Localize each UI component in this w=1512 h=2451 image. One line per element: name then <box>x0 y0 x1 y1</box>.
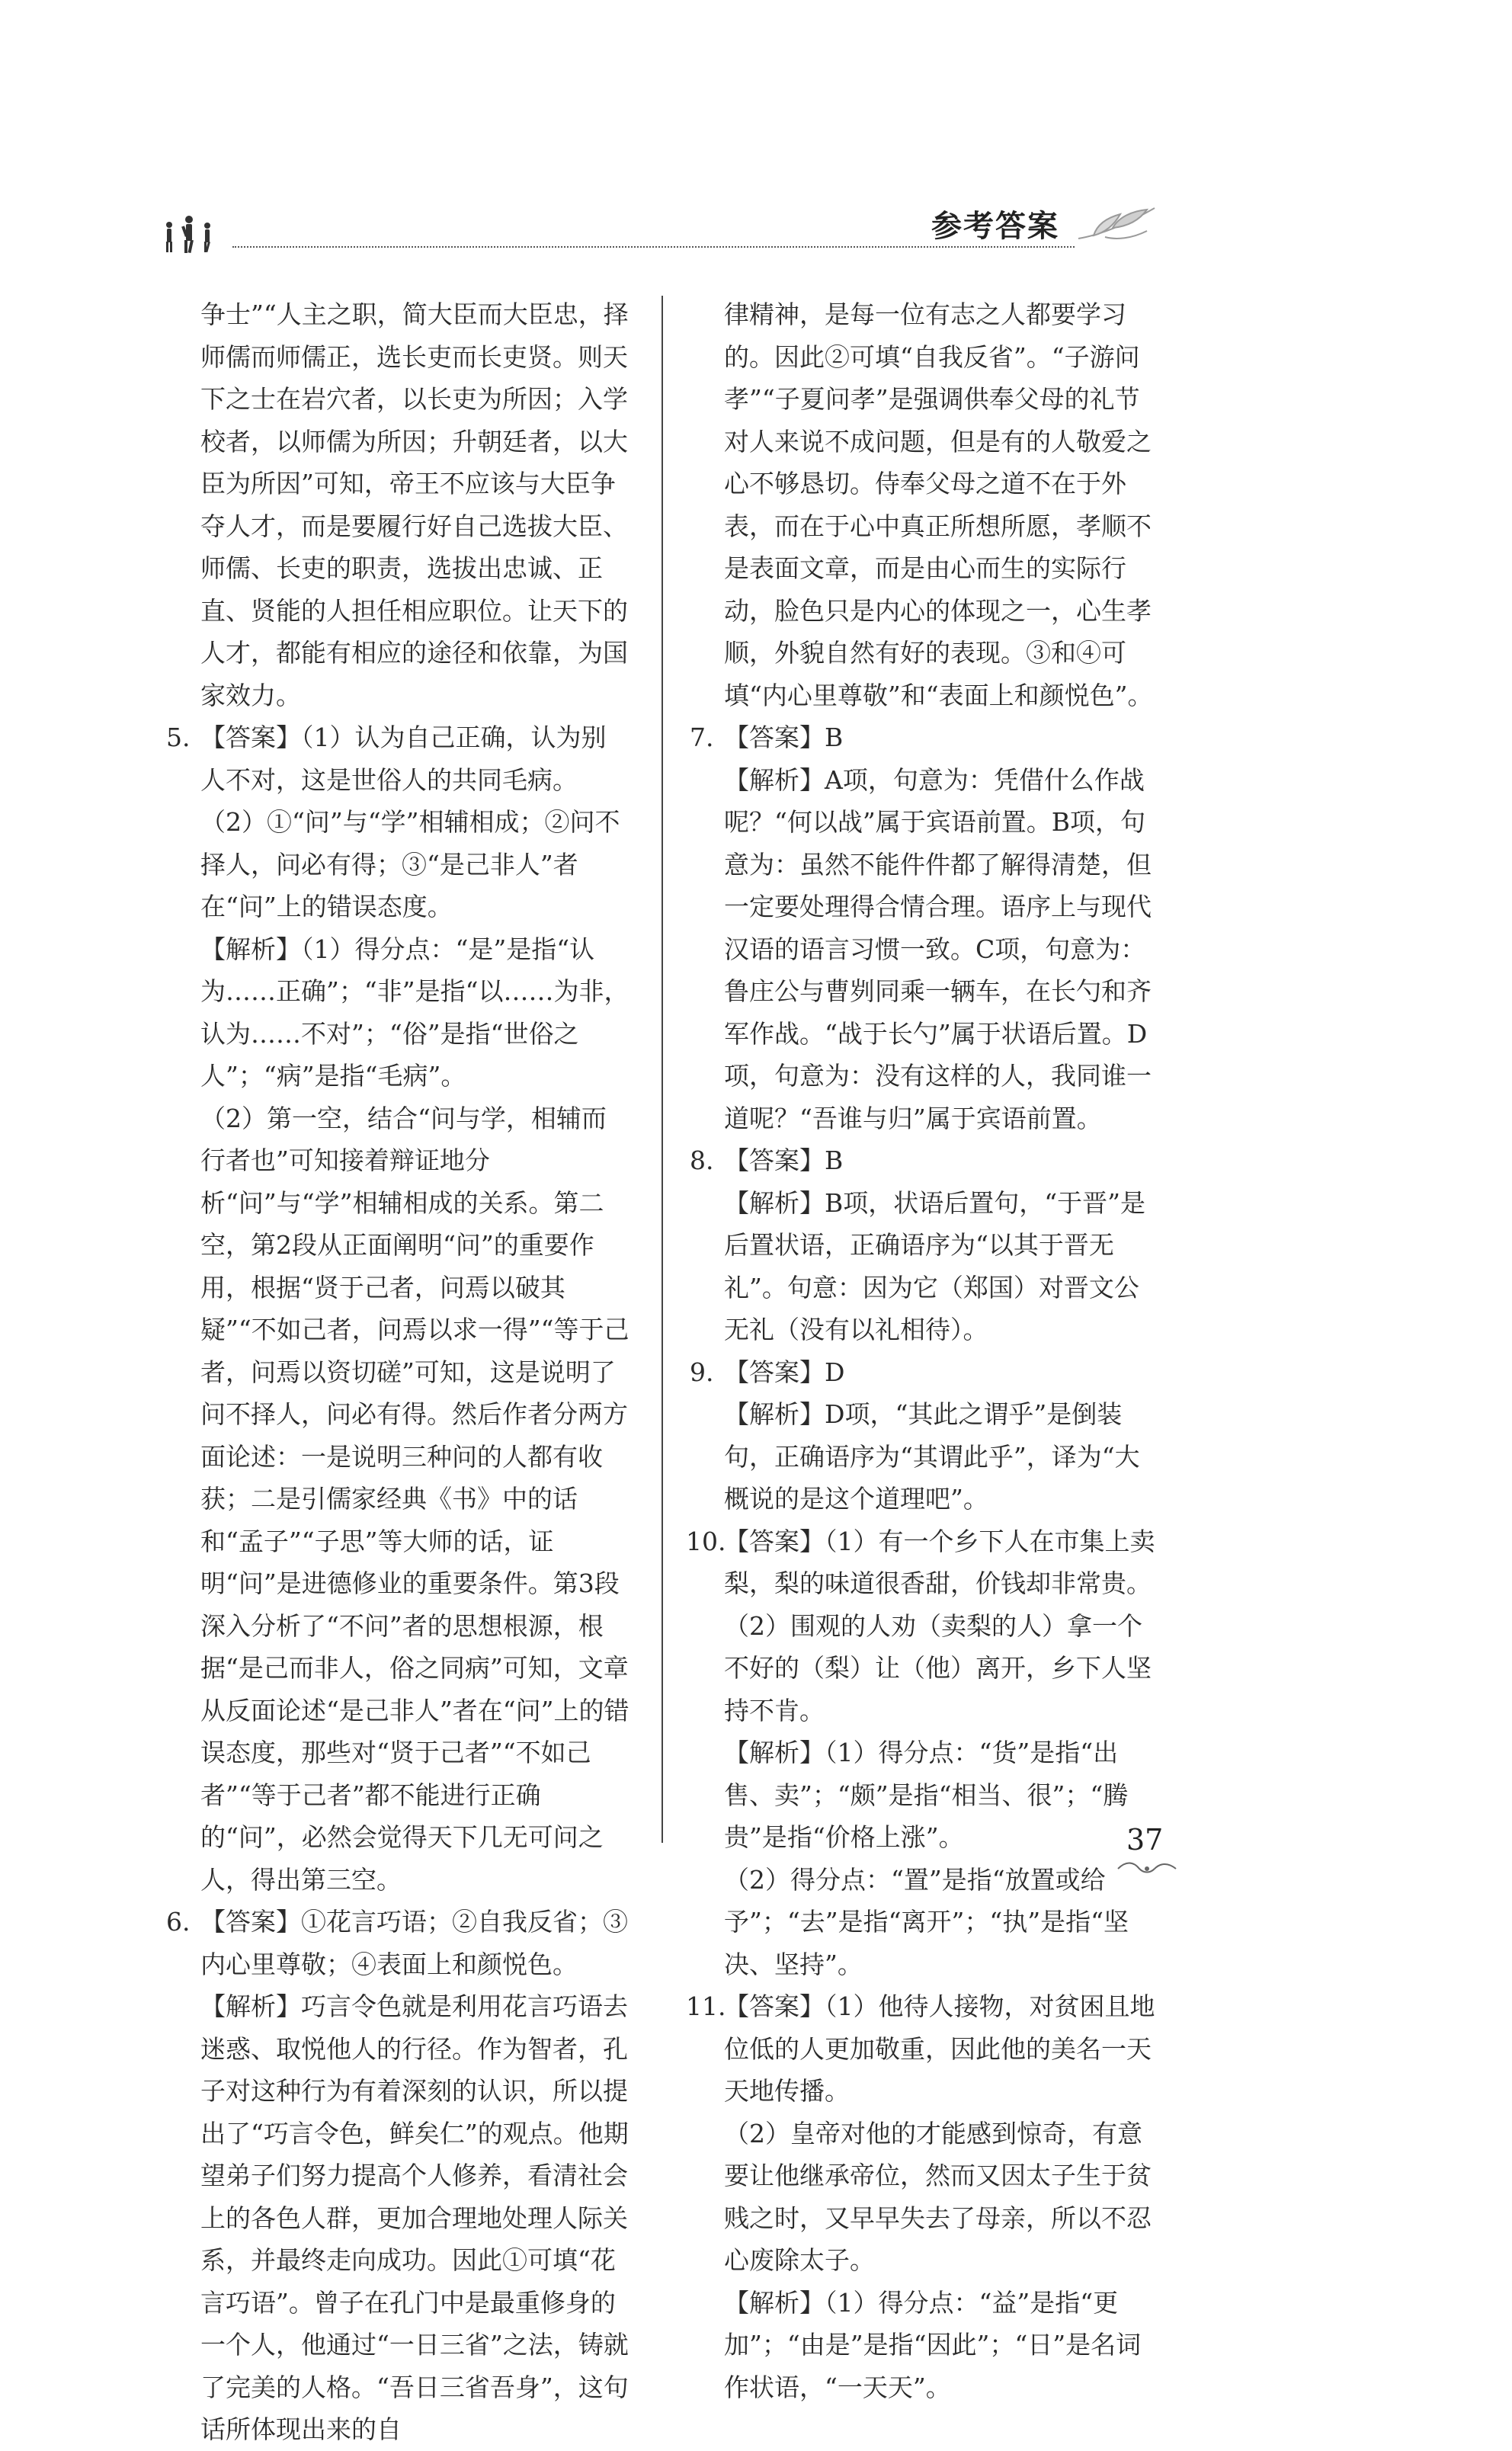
left-paragraph: 争士”“人主之职，简大臣而大臣忠，择师儒而师儒正，选长吏而长吏贤。则天下之士在岩穴者，以长吏为所因；入学校者，以师儒为所因；升朝廷者，以大臣为所因”可知，帝王不应该与大臣争夺人才，而是要履行好自己选拔大臣、师儒、长吏的职责，选拔出忠诚、正直、贤能的人担任相应职位。让天下的人才，都能有相应的途径和依靠，为国家效力。 <box>200 300 629 710</box>
page-number: 37 <box>1126 1823 1164 1857</box>
page-header <box>160 194 1174 255</box>
left-paragraph: 【解析】巧言令色就是利用花言巧语去迷惑、取悦他人的行径。作为智者，孔子对这种行为有着深刻的认识，所以提出了“巧言令色，鲜矣仁”的观点。他期望弟子们努力提高个人修养，看清社会上的各色人群，更加合理地处理人际关系，并最终走向成功。因此①可填“花言巧语”。曾子在孔门中是最重修身的一个人，他通过“一日三省”之法，铸就了完美的人格。“吾日三省吾身”，这句话所体现出来的自 <box>200 1991 629 2444</box>
right-paragraph: （2）得分点：“置”是指“放置或给予”；“去”是指“离开”；“执”是指“坚决、坚持”。 <box>724 1864 1129 1979</box>
right-item-7 <box>690 716 1158 759</box>
right-paragraph: 【解析】D项，“其此之谓乎”是倒装句，正确语序为“其谓此乎”，译为“大概说的是这个道理吧”。 <box>724 1399 1140 1514</box>
right-paragraph: （2）围观的人劝（卖梨的人）拿一个不好的（梨）让（他）离开，乡下人坚持不肯。 <box>724 1610 1152 1725</box>
item-number: 6. <box>166 1907 191 1937</box>
left-item-6 <box>166 1901 631 1985</box>
item-number: 7. <box>690 722 714 752</box>
item-number: 11. <box>686 1991 726 2021</box>
item-text: 【答案】①花言巧语；②自我反省；③内心里尊敬；④表面上和颜悦色。 <box>200 1907 628 1979</box>
right-paragraph: 【解析】A项，句意为：凭借什么作战呢？“何以战”属于宾语前置。B项，句意为：虽然不能件件都了解得清楚，但一定要处理得合情合理。语序上与现代汉语的语言习惯一致。C项，句意为：鲁庄公与曹刿同乘一辆车，在长勺和齐军作战。“战于长勺”属于状语后置。D项，句意为：没有这样的人，我同谁一道呢？“吾谁与归”属于宾语前置。 <box>724 764 1152 1133</box>
right-paragraph: 【解析】（1）得分点：“益”是指“更加”；“由是”是指“因此”；“日”是名词作状语，“一天天”。 <box>724 2287 1142 2402</box>
item-number: 9. <box>690 1357 714 1387</box>
item-number: 8. <box>690 1145 714 1175</box>
leaf-ornament-icon <box>1075 200 1158 246</box>
right-item-11 <box>686 1985 1158 2113</box>
item-text: 【答案】（1）认为自己正确，认为别人不对，这是世俗人的共同毛病。 <box>200 722 607 795</box>
header-title: 参考答案 <box>931 209 1059 244</box>
running-figures-icon <box>160 216 229 254</box>
item-number: 10. <box>686 1526 726 1556</box>
left-column <box>166 293 631 2451</box>
swirl-ornament-icon <box>1116 1860 1177 1876</box>
left-item-5 <box>166 716 631 801</box>
right-column <box>686 293 1158 2408</box>
right-item-9 <box>690 1351 1158 1394</box>
item-text: 【答案】（1）有一个乡下人在市集上卖梨，梨的味道很香甜，价钱却非常贵。 <box>724 1526 1155 1598</box>
right-item-8 <box>690 1139 1158 1182</box>
left-paragraph: （2）第一空，结合“问与学，相辅而行者也”可知接着辩证地分析“问”与“学”相辅相成的关系。第二空，第2段从正面阐明“问”的重要作用，根据“贤于己者，问焉以破其疑”“不如己者，问焉以求一得”“等于己者，问焉以资切磋”可知，这是说明了问不择人，问必有得。然后作者分两方面论述：一是说明三种问的人都有收获；二是引儒家经典《书》中的话和“孟子”“子思”等大师的话，证明“问”是进德修业的重要条件。第3段深入分析了“不问”者的思想根源，根据“是己而非人，俗之同病”可知，文章从反面论述“是己非人”者在“问”上的错误态度，那些对“贤于己者”“不如己者”“等于己者”都不能进行正确的“问”，必然会觉得天下几无可问之人，得出第三空。 <box>200 1103 629 1895</box>
left-paragraph: （2）①“问”与“学”相辅相成；②问不择人，问必有得；③“是己非人”者在“问”上的错误态度。 <box>200 807 620 921</box>
right-paragraph: 律精神，是每一位有志之人都要学习的。因此②可填“自我反省”。“子游问孝”“子夏问孝”是强调供奉父母的礼节对人来说不成问题，但是有的人敬爱之心不够恳切。侍奉父母之道不在于外表，而在于心中真正所想所愿，孝顺不是表面文章，而是由心而生的实际行动，脸色只是内心的体现之一，心生孝顺，外貌自然有好的表现。③和④可填“内心里尊敬”和“表面上和颜悦色”。 <box>724 300 1153 710</box>
column-divider <box>662 296 663 1843</box>
right-item-10 <box>686 1520 1158 1605</box>
right-paragraph: 【解析】（1）得分点：“货”是指“出售、卖”；“颇”是指“相当、很”；“腾贵”是指“价格上涨”。 <box>724 1738 1129 1852</box>
item-text: 【答案】B <box>724 1145 844 1175</box>
right-paragraph: 【解析】B项，状语后置句，“于晋”是后置状语，正确语序为“以其于晋无礼”。句意：因为它（郑国）对晋文公无礼（没有以礼相待）。 <box>724 1187 1145 1344</box>
item-text: 【答案】B <box>724 722 844 752</box>
header-rule <box>232 246 1075 248</box>
left-paragraph: 【解析】（1）得分点：“是”是指“认为……正确”；“非”是指“以……为非，认为……不对”；“俗”是指“世俗之人”；“病”是指“毛病”。 <box>200 934 629 1091</box>
right-paragraph: （2）皇帝对他的才能感到惊奇，有意要让他继承帝位，然而又因太子生于贫贱之时，又早早失去了母亲，所以不忍心废除太子。 <box>724 2118 1152 2275</box>
item-number: 5. <box>166 722 191 752</box>
item-text: 【答案】D <box>724 1357 845 1387</box>
item-text: 【答案】（1）他待人接物，对贫困且地位低的人更加敬重，因此他的美名一天天地传播。 <box>724 1991 1155 2106</box>
